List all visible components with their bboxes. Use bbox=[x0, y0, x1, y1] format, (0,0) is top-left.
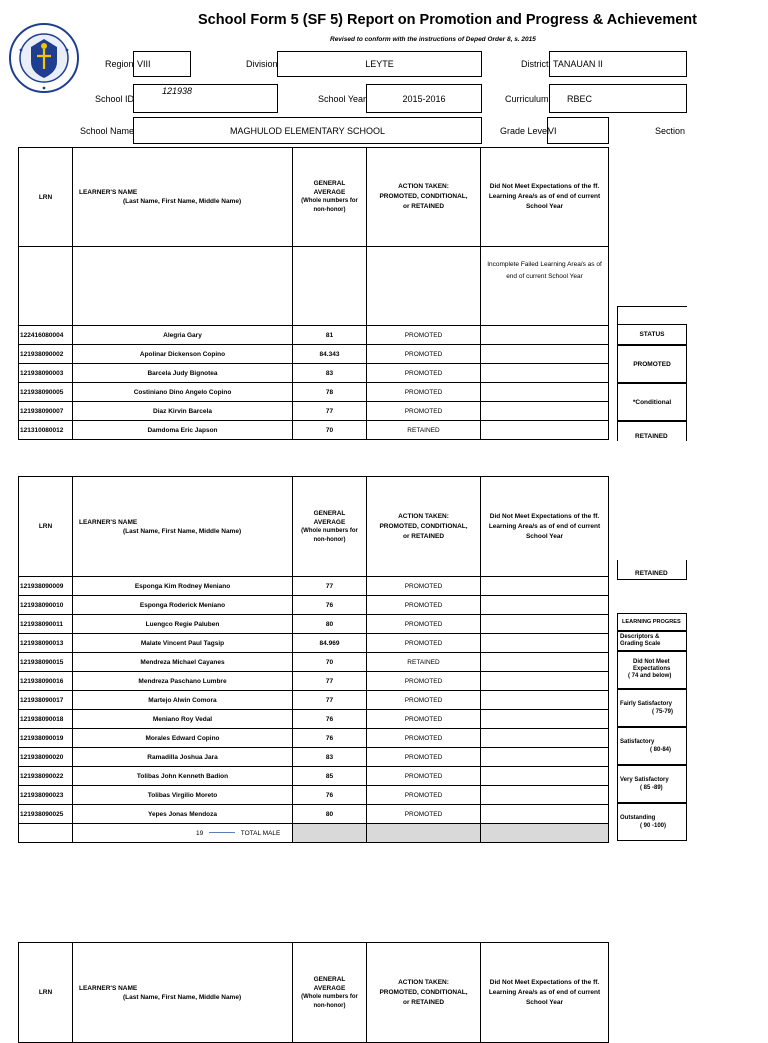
retained-continuation bbox=[617, 560, 687, 580]
lrn-cell[interactable]: 121938090002 bbox=[19, 345, 73, 364]
table-row bbox=[19, 345, 609, 364]
retained-continued-label: RETAINED bbox=[635, 570, 668, 577]
division-label: Division bbox=[246, 59, 278, 69]
blank-cell bbox=[367, 247, 481, 326]
action-taken-cell[interactable]: PROMOTED bbox=[367, 383, 481, 402]
lrn-cell[interactable]: 121938090013 bbox=[19, 634, 73, 653]
school-name-label: School Name bbox=[80, 126, 135, 136]
action-taken-cell[interactable]: PROMOTED bbox=[367, 596, 481, 615]
general-average-header: GENERAL AVERAGE (Whole numbers for non-honor) bbox=[293, 477, 367, 577]
table-row bbox=[19, 421, 609, 440]
shaded-cell bbox=[293, 824, 367, 843]
learner-name-cell[interactable]: Costiniano Dino Angelo Copino bbox=[73, 383, 293, 402]
general-average-header: GENERAL AVERAGE (Whole numbers for non-honor) bbox=[293, 148, 367, 247]
general-average-cell[interactable]: 76 bbox=[293, 786, 367, 805]
lrn-cell[interactable]: 121938090003 bbox=[19, 364, 73, 383]
scale-outstanding: Outstanding ( 90 -100) bbox=[617, 803, 687, 841]
status-panel-top bbox=[617, 306, 687, 324]
grade-level-label: Grade Level bbox=[500, 126, 550, 136]
lrn-cell[interactable]: 121938090005 bbox=[19, 383, 73, 402]
did-not-meet-cell bbox=[481, 383, 609, 402]
general-average-cell[interactable]: 70 bbox=[293, 653, 367, 672]
school-id-label: School ID bbox=[95, 94, 135, 104]
action-taken-cell[interactable]: PROMOTED bbox=[367, 634, 481, 653]
total-blank bbox=[19, 824, 73, 843]
did-not-meet-cell bbox=[481, 786, 609, 805]
action-taken-cell[interactable]: PROMOTED bbox=[367, 710, 481, 729]
table-row bbox=[19, 767, 609, 786]
learners-table-2 bbox=[18, 476, 609, 843]
blank-cell bbox=[293, 247, 367, 326]
blank-cell bbox=[73, 247, 293, 326]
region-label: Region bbox=[105, 59, 134, 69]
learner-name-cell[interactable]: Alegria Gary bbox=[73, 326, 293, 345]
table-row bbox=[19, 729, 609, 748]
learner-name-cell[interactable]: Morales Edward Copino bbox=[73, 729, 293, 748]
did-not-meet-cell bbox=[481, 805, 609, 824]
general-average-cell[interactable]: 84.343 bbox=[293, 345, 367, 364]
did-not-meet-cell bbox=[481, 421, 609, 440]
table-row bbox=[19, 805, 609, 824]
status-conditional: *Conditional bbox=[617, 383, 687, 421]
shaded-cell bbox=[481, 824, 609, 843]
general-average-cell[interactable]: 76 bbox=[293, 710, 367, 729]
status-promoted: PROMOTED bbox=[617, 345, 687, 383]
district-field[interactable]: TANAUAN II bbox=[549, 51, 687, 77]
action-taken-cell[interactable]: PROMOTED bbox=[367, 786, 481, 805]
lrn-cell[interactable]: 121938090011 bbox=[19, 615, 73, 634]
table-row bbox=[19, 748, 609, 767]
did-not-meet-cell bbox=[481, 577, 609, 596]
did-not-meet-cell bbox=[481, 345, 609, 364]
general-average-cell[interactable]: 77 bbox=[293, 402, 367, 421]
form-title: School Form 5 (SF 5) Report on Promotion and Progress & Achievement bbox=[198, 12, 697, 28]
lrn-cell[interactable]: 121938090025 bbox=[19, 805, 73, 824]
general-average-cell[interactable]: 80 bbox=[293, 805, 367, 824]
action-taken-cell[interactable]: PROMOTED bbox=[367, 672, 481, 691]
action-taken-cell[interactable]: PROMOTED bbox=[367, 345, 481, 364]
general-average-cell[interactable]: 77 bbox=[293, 577, 367, 596]
form-subtitle: Revised to conform with the instructions of Deped Order 8, s. 2015 bbox=[330, 36, 536, 43]
lrn-cell[interactable]: 121938090007 bbox=[19, 402, 73, 421]
learning-progress-header: LEARNING PROGRES bbox=[617, 613, 687, 631]
general-average-cell[interactable]: 77 bbox=[293, 691, 367, 710]
did-not-meet-cell bbox=[481, 748, 609, 767]
action-taken-cell[interactable]: PROMOTED bbox=[367, 326, 481, 345]
general-average-cell[interactable]: 80 bbox=[293, 615, 367, 634]
did-not-meet-cell bbox=[481, 326, 609, 345]
table-row bbox=[19, 577, 609, 596]
section-label: Section bbox=[655, 126, 686, 136]
learner-name-cell[interactable]: Tolibas John Kenneth Badion bbox=[73, 767, 293, 786]
status-retained: RETAINED bbox=[635, 433, 668, 440]
lrn-header: LRN bbox=[19, 148, 73, 247]
table-row bbox=[19, 364, 609, 383]
did-not-meet-cell bbox=[481, 767, 609, 786]
lrn-cell[interactable]: 121938090017 bbox=[19, 691, 73, 710]
scale-fairly-satisfactory: Fairly Satisfactory ( 75-79) bbox=[617, 689, 687, 727]
action-taken-cell[interactable]: PROMOTED bbox=[367, 402, 481, 421]
learner-name-cell[interactable]: Damdoma Eric Japson bbox=[73, 421, 293, 440]
lrn-cell[interactable]: 121938090016 bbox=[19, 672, 73, 691]
did-not-meet-header: Did Not Meet Expectations of the ff. Learning Area/s as of end of current School Year bbox=[481, 148, 609, 247]
status-header: STATUS bbox=[617, 324, 687, 345]
general-average-cell[interactable]: 70 bbox=[293, 421, 367, 440]
lrn-header: LRN bbox=[19, 477, 73, 577]
lrn-cell[interactable]: 122416080004 bbox=[19, 326, 73, 345]
general-average-cell[interactable]: 83 bbox=[293, 748, 367, 767]
did-not-meet-cell bbox=[481, 653, 609, 672]
general-average-cell[interactable]: 81 bbox=[293, 326, 367, 345]
lrn-cell[interactable]: 121938090009 bbox=[19, 577, 73, 596]
did-not-meet-cell bbox=[481, 729, 609, 748]
scale-dnm-range: ( 74 and below) bbox=[628, 673, 672, 679]
table-row bbox=[19, 786, 609, 805]
table-row bbox=[19, 653, 609, 672]
learners-table-1 bbox=[18, 147, 609, 440]
general-average-cell[interactable]: 77 bbox=[293, 672, 367, 691]
action-taken-cell[interactable]: PROMOTED bbox=[367, 364, 481, 383]
learner-name-cell[interactable]: Esponga Kim Rodney Meniano bbox=[73, 577, 293, 596]
table-row bbox=[19, 691, 609, 710]
did-not-meet-cell bbox=[481, 364, 609, 383]
learner-name-cell[interactable]: Malate Vincent Paul Tagsip bbox=[73, 634, 293, 653]
table-row bbox=[19, 596, 609, 615]
learner-name-cell[interactable]: Yepes Jonas Mendoza bbox=[73, 805, 293, 824]
shaded-cell bbox=[367, 824, 481, 843]
school-name-field[interactable]: MAGHULOD ELEMENTARY SCHOOL bbox=[133, 117, 482, 144]
scale-dnm: Did Not Meet Expectations ( 74 and below) bbox=[617, 651, 687, 689]
lrn-cell[interactable]: 121938090010 bbox=[19, 596, 73, 615]
learner-name-cell[interactable]: Ramadilla Joshua Jara bbox=[73, 748, 293, 767]
general-average-cell[interactable]: 78 bbox=[293, 383, 367, 402]
school-id-field[interactable]: 121938 bbox=[133, 84, 278, 113]
learner-name-cell[interactable]: Luengco Regie Paluben bbox=[73, 615, 293, 634]
total-male-label: TOTAL MALE bbox=[240, 829, 281, 837]
lrn-cell[interactable]: 121938090019 bbox=[19, 729, 73, 748]
action-taken-cell[interactable]: PROMOTED bbox=[367, 577, 481, 596]
general-average-cell[interactable]: 84.969 bbox=[293, 634, 367, 653]
action-taken-cell[interactable]: PROMOTED bbox=[367, 729, 481, 748]
table-row bbox=[19, 326, 609, 345]
grade-level-field[interactable]: VI bbox=[547, 117, 609, 144]
lrn-cell[interactable]: 121310080012 bbox=[19, 421, 73, 440]
deped-seal-logo bbox=[8, 22, 80, 94]
lrn-cell[interactable]: 121938090023 bbox=[19, 786, 73, 805]
school-year-field[interactable]: 2015-2016 bbox=[366, 84, 482, 113]
action-taken-cell[interactable]: RETAINED bbox=[367, 421, 481, 440]
general-average-header: GENERAL AVERAGE (Whole numbers for non-honor) bbox=[293, 943, 367, 1043]
scale-satisfactory: Satisfactory ( 80-84) bbox=[617, 727, 687, 765]
did-not-meet-cell bbox=[481, 596, 609, 615]
action-taken-header: ACTION TAKEN: PROMOTED, CONDITIONAL, or RETAINED bbox=[367, 148, 481, 247]
blank-cell bbox=[19, 247, 73, 326]
action-taken-header: ACTION TAKEN: PROMOTED, CONDITIONAL, or RETAINED bbox=[367, 477, 481, 577]
table-row bbox=[19, 402, 609, 421]
did-not-meet-cell bbox=[481, 615, 609, 634]
learner-name-cell[interactable]: Meniano Roy Vedal bbox=[73, 710, 293, 729]
curriculum-field[interactable]: RBEC bbox=[549, 84, 687, 113]
lrn-cell[interactable]: 121938090015 bbox=[19, 653, 73, 672]
school-year-label: School Year bbox=[318, 94, 367, 104]
learner-name-cell[interactable]: Mendreza Paschano Lumbre bbox=[73, 672, 293, 691]
table-row bbox=[19, 615, 609, 634]
division-field[interactable]: LEYTE bbox=[277, 51, 482, 77]
did-not-meet-cell bbox=[481, 691, 609, 710]
general-average-cell[interactable]: 76 bbox=[293, 596, 367, 615]
did-not-meet-cell bbox=[481, 634, 609, 653]
did-not-meet-cell bbox=[481, 710, 609, 729]
action-taken-cell[interactable]: PROMOTED bbox=[367, 805, 481, 824]
did-not-meet-cell bbox=[481, 672, 609, 691]
learner-name-cell[interactable]: Martejo Alwin Comora bbox=[73, 691, 293, 710]
learner-name-header: LEARNER'S NAME (Last Name, First Name, Middle Name) bbox=[73, 477, 293, 577]
scale-very-satisfactory: Very Satisfactory ( 85 -89) bbox=[617, 765, 687, 803]
district-label: District bbox=[521, 59, 549, 69]
action-taken-header: ACTION TAKEN: PROMOTED, CONDITIONAL, or RETAINED bbox=[367, 943, 481, 1043]
lrn-cell[interactable]: 121938090018 bbox=[19, 710, 73, 729]
learner-name-cell[interactable]: Esponga Roderick Meniano bbox=[73, 596, 293, 615]
action-taken-cell[interactable]: PROMOTED bbox=[367, 691, 481, 710]
action-taken-cell[interactable]: RETAINED bbox=[367, 653, 481, 672]
status-retained-top bbox=[617, 421, 687, 441]
incomplete-failed-header: Incomplete Failed Learning Area/s as of end of current School Year bbox=[481, 247, 609, 326]
lrn-header: LRN bbox=[19, 943, 73, 1043]
learner-name-cell[interactable]: Tolibas Virgilio Moreto bbox=[73, 786, 293, 805]
general-average-cell[interactable]: 83 bbox=[293, 364, 367, 383]
region-field[interactable]: VIII bbox=[133, 51, 191, 77]
learner-name-cell[interactable]: Barcela Judy Bignotea bbox=[73, 364, 293, 383]
table-row bbox=[19, 634, 609, 653]
learners-table-3 bbox=[18, 942, 609, 1043]
table-row bbox=[19, 710, 609, 729]
curriculum-label: Curriculum bbox=[505, 94, 549, 104]
general-average-cell[interactable]: 85 bbox=[293, 767, 367, 786]
did-not-meet-header: Did Not Meet Expectations of the ff. Learning Area/s as of end of current School Year bbox=[481, 943, 609, 1043]
lrn-cell[interactable]: 121938090020 bbox=[19, 748, 73, 767]
total-male-row bbox=[73, 824, 293, 843]
table-row bbox=[19, 383, 609, 402]
learner-name-cell[interactable]: Mendreza Michael Cayanes bbox=[73, 653, 293, 672]
lrn-cell[interactable]: 121938090022 bbox=[19, 767, 73, 786]
did-not-meet-header: Did Not Meet Expectations of the ff. Learning Area/s as of end of current School Year bbox=[481, 477, 609, 577]
general-average-cell[interactable]: 76 bbox=[293, 729, 367, 748]
action-taken-cell[interactable]: PROMOTED bbox=[367, 615, 481, 634]
table-row bbox=[19, 672, 609, 691]
did-not-meet-cell bbox=[481, 402, 609, 421]
action-taken-cell[interactable]: PROMOTED bbox=[367, 767, 481, 786]
learner-name-cell[interactable]: Apolinar Dickenson Copino bbox=[73, 345, 293, 364]
learner-name-header: LEARNER'S NAME (Last Name, First Name, Middle Name) bbox=[73, 943, 293, 1043]
descriptors-header: Descriptors & Grading Scale bbox=[617, 631, 687, 651]
learner-name-header: LEARNER'S NAME (Last Name, First Name, Middle Name) bbox=[73, 148, 293, 247]
total-male-count: 19 bbox=[196, 829, 204, 837]
action-taken-cell[interactable]: PROMOTED bbox=[367, 748, 481, 767]
learner-name-cell[interactable]: Diaz Kirvin Barcela bbox=[73, 402, 293, 421]
